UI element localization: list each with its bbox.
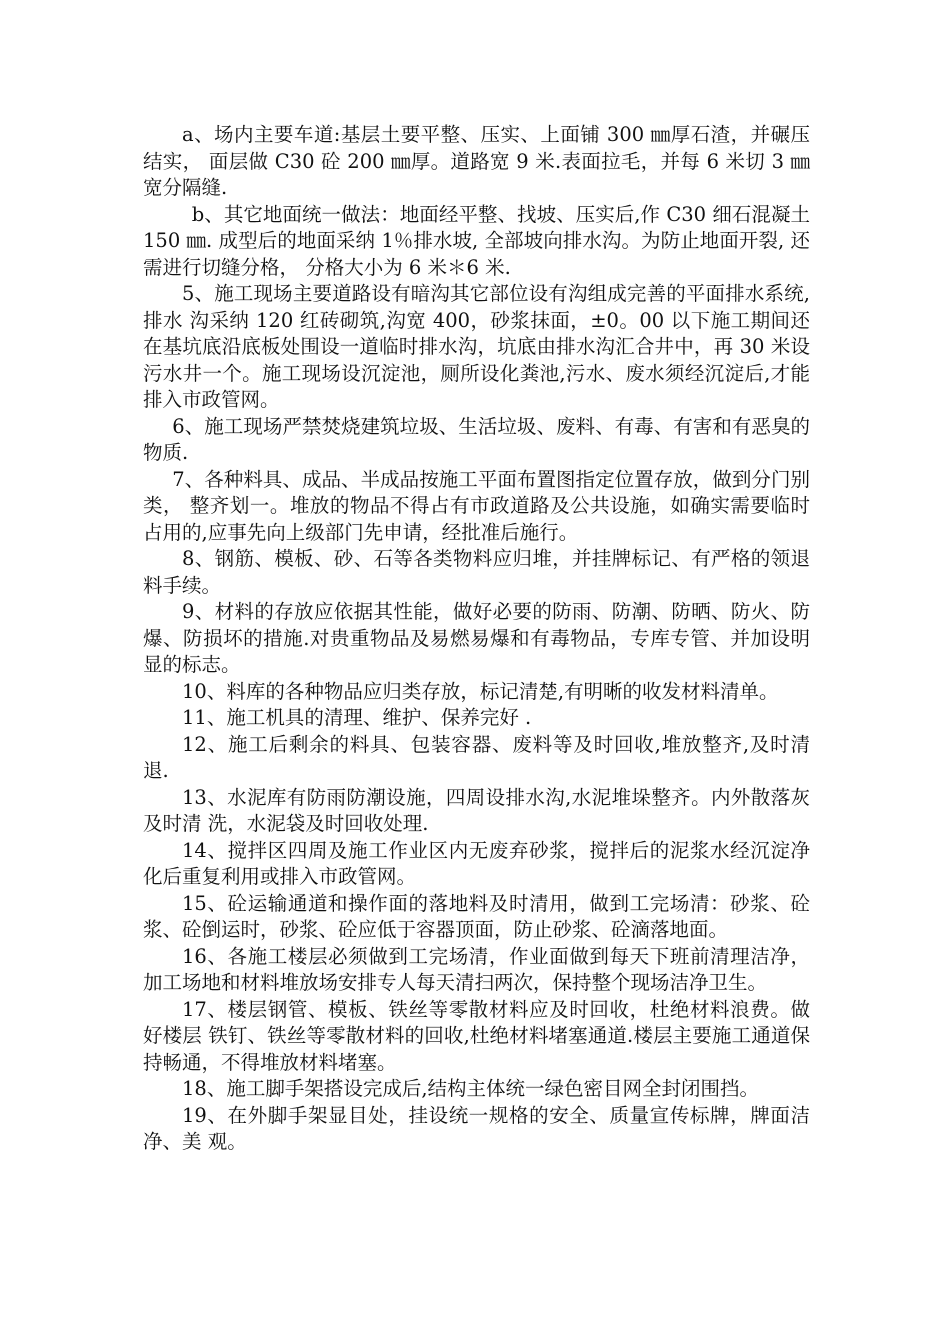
paragraph-18: 18、施工脚手架搭设完成后,结构主体统一绿色密目网全封闭围挡。: [182, 1077, 760, 1100]
paragraph-19: 19、在外脚手架显目处，挂设统一规格的安全、质量宣传标牌，牌面洁净、美 观。: [143, 1103, 810, 1153]
paragraph-12: 12、施工后剩余的料具、包装容器、废料等及时回收,堆放整齐,及时清退.: [143, 732, 810, 782]
paragraph-17: 17、楼层钢管、模板、铁丝等零散材料应及时回收，杜绝材料浪费。做好楼层 铁钉、铁丝等零散材料的回收,杜绝材料堵塞通道.楼层主要施工通道保持畅通，不得堆放材料堵塞。: [143, 997, 810, 1074]
document-body: [143, 122, 810, 1156]
paragraph-5: 5、施工现场主要道路设有暗沟其它部位设有沟组成完善的平面排水系统,排水 沟采纳 120 红砖砌筑,沟宽 400，砂浆抹面，±0。00 以下施工期间还在基坑底沿底板处围设一道临时排水沟，坑底由排水沟汇合井中，再 30 米设污水井一个。施工现场设沉淀池，厕所设化粪池,污水、废水须经沉淀后,才能排入市政管网。: [143, 282, 810, 411]
paragraph-13: 13、水泥库有防雨防潮设施，四周设排水沟,水泥堆垛整齐。内外散落灰及时清 洗，水泥袋及时回收处理.: [143, 785, 810, 835]
paragraph-11: 11、施工机具的清理、维护、保养完好 .: [182, 706, 532, 729]
paragraph-15: 15、砼运输通道和操作面的落地料及时清用，做到工完场清：砂浆、砼浆、砼倒运时，砂浆、砼应低于容器顶面，防止砂浆、砼滴落地面。: [143, 891, 810, 941]
paragraph-9: 9、材料的存放应依据其性能，做好必要的防雨、防潮、防晒、防火、防爆、防损坏的措施.对贵重物品及易燃易爆和有毒物品，专库专管、并加设明显的标志。: [143, 600, 810, 676]
paragraph-8: 8、钢筋、模板、砂、石等各类物料应归堆，并挂牌标记、有严格的领退料手续。: [143, 547, 810, 597]
paragraph-14: 14、搅拌区四周及施工作业区内无废弃砂浆，搅拌后的泥浆水经沉淀净化后重复利用或排入市政管网。: [143, 838, 810, 888]
paragraph-b: b、其它地面统一做法：地面经平整、找坡、压实后,作 C30 细石混凝土 150 ㎜. 成型后的地面采纳 1％排水坡, 全部坡向排水沟。为防止地面开裂, 还需进行切缝分格， 分格大小为 6 米＊6 米.: [143, 202, 810, 279]
paragraph-a: a、场内主要车道:基层土要平整、压实、上面铺 300 ㎜厚石渣，并碾压结实， 面层做 C30 砼 200 ㎜厚。道路宽 9 米.表面拉毛，并每 6 米切 3 ㎜宽分隔缝.: [143, 123, 810, 199]
paragraph-6: 6、施工现场严禁焚烧建筑垃圾、生活垃圾、废料、有毒、有害和有恶臭的物质.: [143, 414, 810, 464]
paragraph-10: 10、料库的各种物品应归类存放，标记清楚,有明晰的收发材料清单。: [182, 679, 779, 703]
paragraph-7: 7、各种料具、成品、半成品按施工平面布置图指定位置存放，做到分门别类， 整齐划一。堆放的物品不得占有市政道路及公共设施，如确实需要临时占用的,应事先向上级部门先申请，经批准后施行。: [143, 467, 810, 544]
paragraph-16: 16、各施工楼层必须做到工完场清，作业面做到每天下班前清理洁净，加工场地和材料堆放场安排专人每天清扫两次，保持整个现场洁净卫生。: [143, 944, 810, 994]
